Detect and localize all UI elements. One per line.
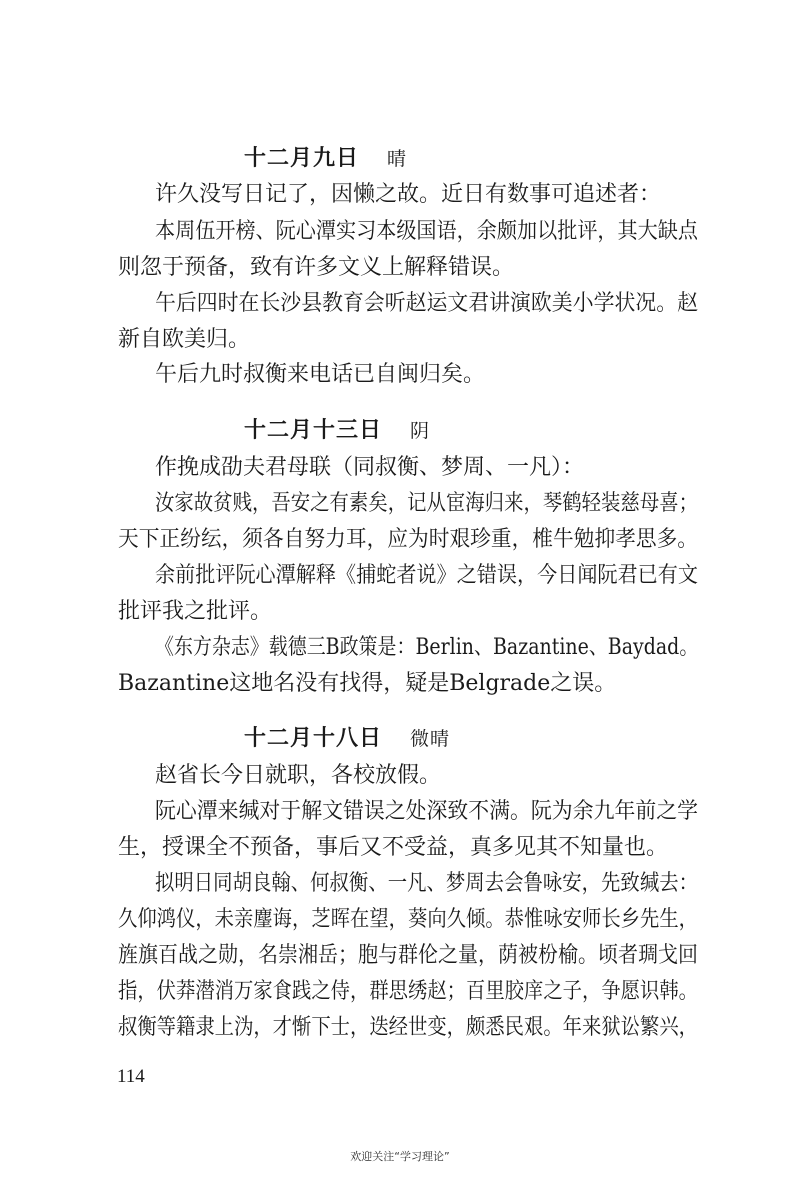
text-line: 旌旗百战之勋，名崇湘岳；胞与群伦之量，荫被枌榆。顷者琱戈回 <box>118 943 699 968</box>
entry-heading <box>244 413 430 444</box>
text-line: Bazantine这地名没有找得，疑是Belgrade之误。 <box>118 671 617 696</box>
text-line: 阮心潭来缄对于解文错误之处深致不满。阮为余九年前之学 <box>155 799 699 824</box>
entry-weather: 阴 <box>410 420 431 442</box>
text-line: 指，伏莽潜消万家食践之侍，群思绣赵；百里胶庠之子，争愿识韩。 <box>118 979 699 1004</box>
footer-note: 欢迎关注“学习理论” <box>350 1150 450 1163</box>
entry-weather: 微晴 <box>410 728 451 750</box>
text-line: 拟明日同胡良翰、何叔衡、一凡、梦周去会鲁咏安，先致缄去： <box>155 871 699 896</box>
text-line: 久仰鸿仪，未亲麈诲，芝晖在望，葵向久倾。恭惟咏安师长乡先生， <box>118 907 699 932</box>
entry-date: 十二月十八日 <box>244 726 383 751</box>
text-line: 则忽于预备，致有许多文义上解释错误。 <box>118 255 515 280</box>
text-line: 本周伍开榜、阮心潭实习本级国语，余颇加以批评，其大缺点 <box>155 219 698 244</box>
entry-date: 十二月九日 <box>244 146 360 171</box>
text-line: 叔衡等籍隶上沩，才惭下士，迭经世变，颇悉民艰。年来狱讼繁兴， <box>118 1015 699 1040</box>
entry-heading <box>244 721 450 752</box>
text-line: 赵省长今日就职，各校放假。 <box>155 763 442 788</box>
text-line: 新自欧美归。 <box>118 327 251 352</box>
text-line: 作挽成劭夫君母联（同叔衡、梦周、一凡）： <box>155 455 585 480</box>
text-line: 汝家故贫贱，吾安之有素矣，记从宦海归来，琴鹤轻装慈母喜； <box>155 491 699 516</box>
text-line: 《东方杂志》载德三B政策是：Berlin、Bazantine、Baydad。 <box>155 635 699 660</box>
text-line: 午后四时在长沙县教育会听赵运文君讲演欧美小学状况。赵 <box>155 291 699 316</box>
entry-date: 十二月十三日 <box>244 418 383 443</box>
text-line: 批评我之批评。 <box>118 599 273 624</box>
entry-weather: 晴 <box>387 148 408 170</box>
text-line: 许久没写日记了，因懒之故。近日有数事可追述者： <box>155 182 662 207</box>
text-line: 生，授课全不预备，事后又不受益，真多见其不知量也。 <box>118 835 669 860</box>
text-line: 余前批评阮心潭解释《捕蛇者说》之错误，今日闻阮君已有文 <box>155 563 698 588</box>
text-line: 午后九时叔衡来电话已自闽归矣。 <box>155 362 486 387</box>
page-number: 114 <box>117 1066 145 1087</box>
text-line: 天下正纷纭，须各自努力耳，应为时艰珍重，椎牛勉抑孝思多。 <box>118 527 699 552</box>
entry-heading <box>244 141 407 172</box>
